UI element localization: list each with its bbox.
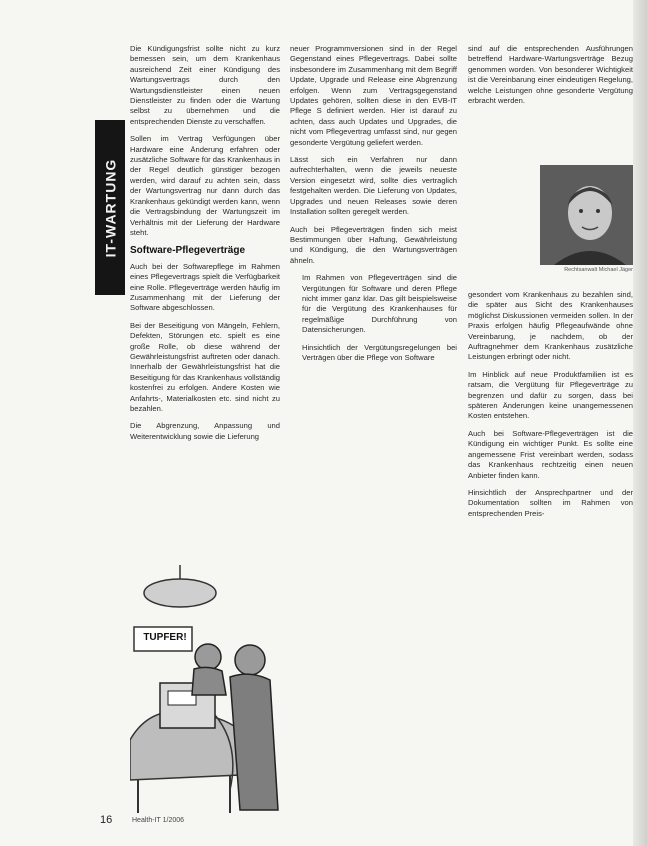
- paragraph: gesondert vom Krankenhaus zu bezahlen sind, die später aus Sicht des Krankenhauses möglichst Diskussionen vermeiden sollen. In der Praxis erfolgen häufig Pflegeaufwände ohne Vereinbarung, je nachdem, ob der Auftragnehmer dem Krankenhaus zusätzliche Leistungen erbringt oder nicht.: [468, 290, 633, 362]
- portrait-image: [540, 165, 633, 265]
- text-column-3-lower: [468, 290, 633, 526]
- scan-edge: [633, 0, 647, 846]
- indented-paragraph: Im Rahmen von Pflegeverträgen sind die Vergütungen für Software und deren Pflege nicht immer ganz klar. Das gilt beispielsweise für die Vergütung des Krankenhauses für regelmäßige Durchführung von Datensicherungen.: [302, 273, 457, 335]
- text-column-3: [468, 44, 633, 113]
- cartoon-illustration: [130, 565, 280, 825]
- text-column-1: [130, 44, 280, 449]
- paragraph: neuer Programmversionen sind in der Regel Gegenstand eines Pflegevertrags. Dabei sollte insbesondere im Zusammenhang mit dem Begriff Update, Upgrade und Release eine Abgrenzung erfolgen. Wenn zum Vertragsgegenstand Updates gehören, sollten diese in den EVB-IT Pflege S definiert werden. Hier ist darauf zu achten, dass auch Updates und Upgrades, die nicht vom Pflegevertrag umfasst sind, nur gegen gesonderte Vergütung geliefert werden.: [290, 44, 457, 147]
- page-number: 16: [100, 814, 113, 826]
- magazine-issue: Health-IT 1/2006: [132, 817, 185, 824]
- photo-caption: Rechtsanwalt Michael Jäger: [564, 267, 633, 273]
- paragraph: Die Kündigungsfrist sollte nicht zu kurz bemessen sein, um dem Krankenhaus ausreichend Zeit einer Kündigung des Wartungsvertrags durch den Wartungsdienstleister einen neuen Dienstleister zu finden oder die Wartung selbst zu übernehmen und die entsprechenden Dienste zu verschaffen.: [130, 44, 280, 126]
- author-photo: [540, 165, 633, 265]
- paragraph: Auch bei der Softwarepflege im Rahmen eines Pflegevertrags spielt die Verfügbarkeit eine Rolle. Pflegeverträge werden häufig im Zusammenhang mit der Lieferung der Software abgeschlossen.: [130, 261, 280, 313]
- text-column-2: [290, 44, 457, 370]
- paragraph: sind auf die entsprechenden Ausführungen betreffend Hardware-Wartungsverträge Bezug genommen worden. Von besonderer Wichtigkeit ist die Vereinbarung einer eindeutigen Regelung, welche Leistungen ohne gesonderte Vergütung erbracht werden.: [468, 44, 633, 106]
- paragraph: Im Hinblick auf neue Produktfamilien ist es ratsam, die Vergütung für Pflegeverträge zu begrenzen und dafür zu sorgen, dass bei späteren Änderungen keine unangemessenen Kosten entstehen.: [468, 369, 633, 421]
- paragraph: Hinsichtlich der Ansprechpartner und der Dokumentation sollten im Rahmen von entsprechenden Preis-: [468, 487, 633, 518]
- paragraph: Auch bei Pflegeverträgen finden sich meist Bestimmungen über Haftung, Gewährleistung und Kündigung, die den Wartungsverträgen ähneln.: [290, 224, 457, 265]
- paragraph: Lässt sich ein Verfahren nur dann aufrechterhalten, wenn die jeweils neueste Version eingesetzt wird, sollte dies vertraglich festgehalten werden. Die Lieferung von Updates, Upgrades und neuen Releases sowie deren Installation sollten geregelt werden.: [290, 155, 457, 217]
- paragraph: Bei der Beseitigung von Mängeln, Fehlern, Defekten, Störungen etc. spielt es eine große Rolle, ob diese während der Gewährleistungsfrist auftreten oder danach. Innerhalb der Gewährleistungsfrist hat die Beseitigung für das Krankenhaus vollständig kostenfrei zu erfolgen. Andere Kosten wie Anfahrts-, Materialkosten etc. sind nicht zu bezahlen.: [130, 320, 280, 413]
- paragraph: Auch bei Software-Pflegeverträgen ist die Kündigung ein wichtiger Punkt. Es sollte eine angemessene Frist vereinbart werden, sodass das Krankenhaus rechtzeitig einen neuen Anbieter finden kann.: [468, 428, 633, 480]
- cartoon-sign-text: TUPFER!: [143, 632, 187, 643]
- section-label-box: [95, 120, 125, 295]
- indented-paragraph: Hinsichtlich der Vergütungsregelungen bei Verträgen über die Pflege von Software: [302, 342, 457, 362]
- section-label: IT-WARTUNG: [102, 158, 118, 257]
- paragraph: Sollen im Vertrag Verfügungen über Hardware eine Änderung erfahren oder zusätzliche Software für das Krankenhaus in der Regel deutlich günstiger bezogen werden, wird darauf zu achten sein, dass der Wartungsvertrag nur dann durch das Krankenhaus gekündigt werden kann, wenn die Vertragsbindung der Wartungszeit im Verhältnis mit der Lieferung der Hardware steht.: [130, 134, 280, 237]
- section-heading: Software-Pflegeverträge: [130, 245, 246, 257]
- paragraph: Die Abgrenzung, Anpassung und Weiterentwicklung sowie die Lieferung: [130, 421, 280, 441]
